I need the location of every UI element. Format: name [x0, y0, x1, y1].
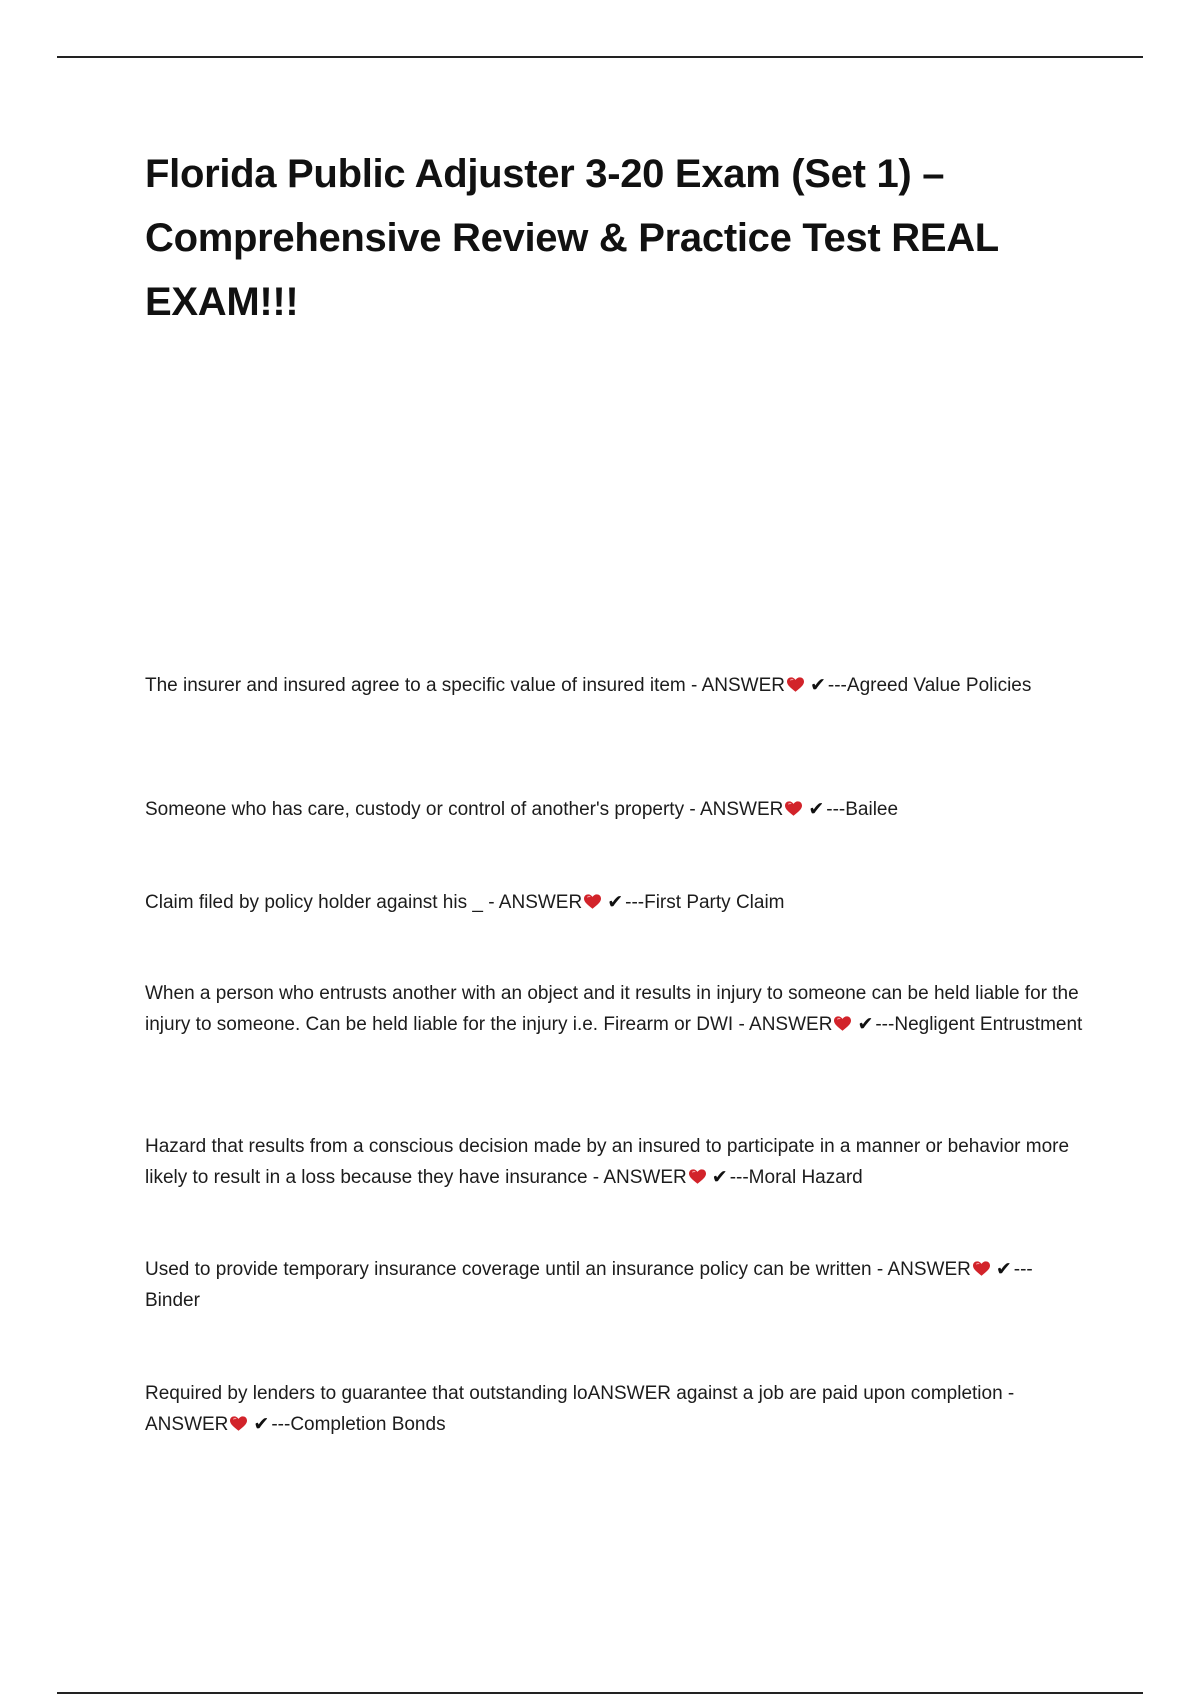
page-title: Florida Public Adjuster 3-20 Exam (Set 1) – Comprehensive Review & Practice Test REAL EXAM!!! — [145, 152, 999, 324]
qa-item — [145, 1378, 1085, 1440]
checkmark-icon: ✔ — [808, 799, 825, 820]
answer-separator: --- — [271, 1414, 291, 1435]
question-text: Used to provide temporary insurance coverage until an insurance policy can be written - — [145, 1259, 888, 1280]
answer-label: ANSWER — [701, 675, 785, 696]
qa-item — [145, 1254, 1085, 1316]
answer-text: Negligent Entrustment — [894, 1014, 1083, 1035]
answer-separator: --- — [827, 675, 847, 696]
heart-icon — [834, 1016, 851, 1032]
answer-label: ANSWER — [498, 892, 583, 913]
answer-text: Agreed Value Policies — [846, 675, 1032, 696]
qa-item — [145, 1131, 1085, 1193]
answer-separator: --- — [1013, 1259, 1033, 1280]
question-text: Required by lenders to guarantee that outstanding loANSWER against a job are paid upon completion - — [145, 1383, 1015, 1404]
qa-item — [145, 887, 1085, 918]
checkmark-icon: ✔ — [995, 1259, 1012, 1280]
heart-icon — [973, 1261, 990, 1277]
checkmark-icon: ✔ — [809, 675, 826, 696]
answer-text: Binder — [145, 1290, 200, 1311]
heart-icon — [785, 801, 802, 817]
question-text: Hazard that results from a conscious decision made by an insured to participate in a manner or behavior more likely to result in a loss because they have insurance - — [145, 1136, 1070, 1188]
checkmark-icon: ✔ — [711, 1167, 728, 1188]
question-text: Someone who has care, custody or control of another's property - — [145, 799, 700, 820]
heart-icon — [230, 1416, 247, 1432]
answer-label: ANSWER — [887, 1259, 971, 1280]
heart-icon — [584, 894, 601, 910]
heart-icon — [689, 1169, 706, 1185]
answer-label: ANSWER — [699, 799, 784, 820]
qa-item — [145, 978, 1085, 1040]
answer-label: ANSWER — [603, 1167, 687, 1188]
answer-text: Completion Bonds — [290, 1414, 446, 1435]
answer-separator: --- — [875, 1014, 895, 1035]
answer-label: ANSWER — [749, 1014, 833, 1035]
answer-text: Moral Hazard — [748, 1167, 863, 1188]
question-text: When a person who entrusts another with an object and it results in injury to someone can be held liable for the injury to someone. Can be held liable for the injury i.e. Firearm or DWI - — [145, 983, 1079, 1035]
answer-separator: --- — [729, 1167, 749, 1188]
checkmark-icon: ✔ — [857, 1014, 874, 1035]
question-text: Claim filed by policy holder against his _ - — [145, 892, 499, 913]
answer-text: Bailee — [845, 799, 899, 820]
answer-separator: --- — [826, 799, 846, 820]
heart-icon — [787, 677, 804, 693]
answer-separator: --- — [625, 892, 645, 913]
checkmark-icon: ✔ — [253, 1414, 270, 1435]
answer-text: First Party Claim — [644, 892, 785, 913]
qa-item — [145, 670, 1085, 701]
qa-item — [145, 794, 1085, 825]
bottom-rule — [57, 1692, 1143, 1694]
top-rule — [57, 56, 1143, 58]
checkmark-icon: ✔ — [607, 892, 624, 913]
question-text: The insurer and insured agree to a specific value of insured item - — [145, 675, 702, 696]
answer-label: ANSWER — [145, 1414, 229, 1435]
